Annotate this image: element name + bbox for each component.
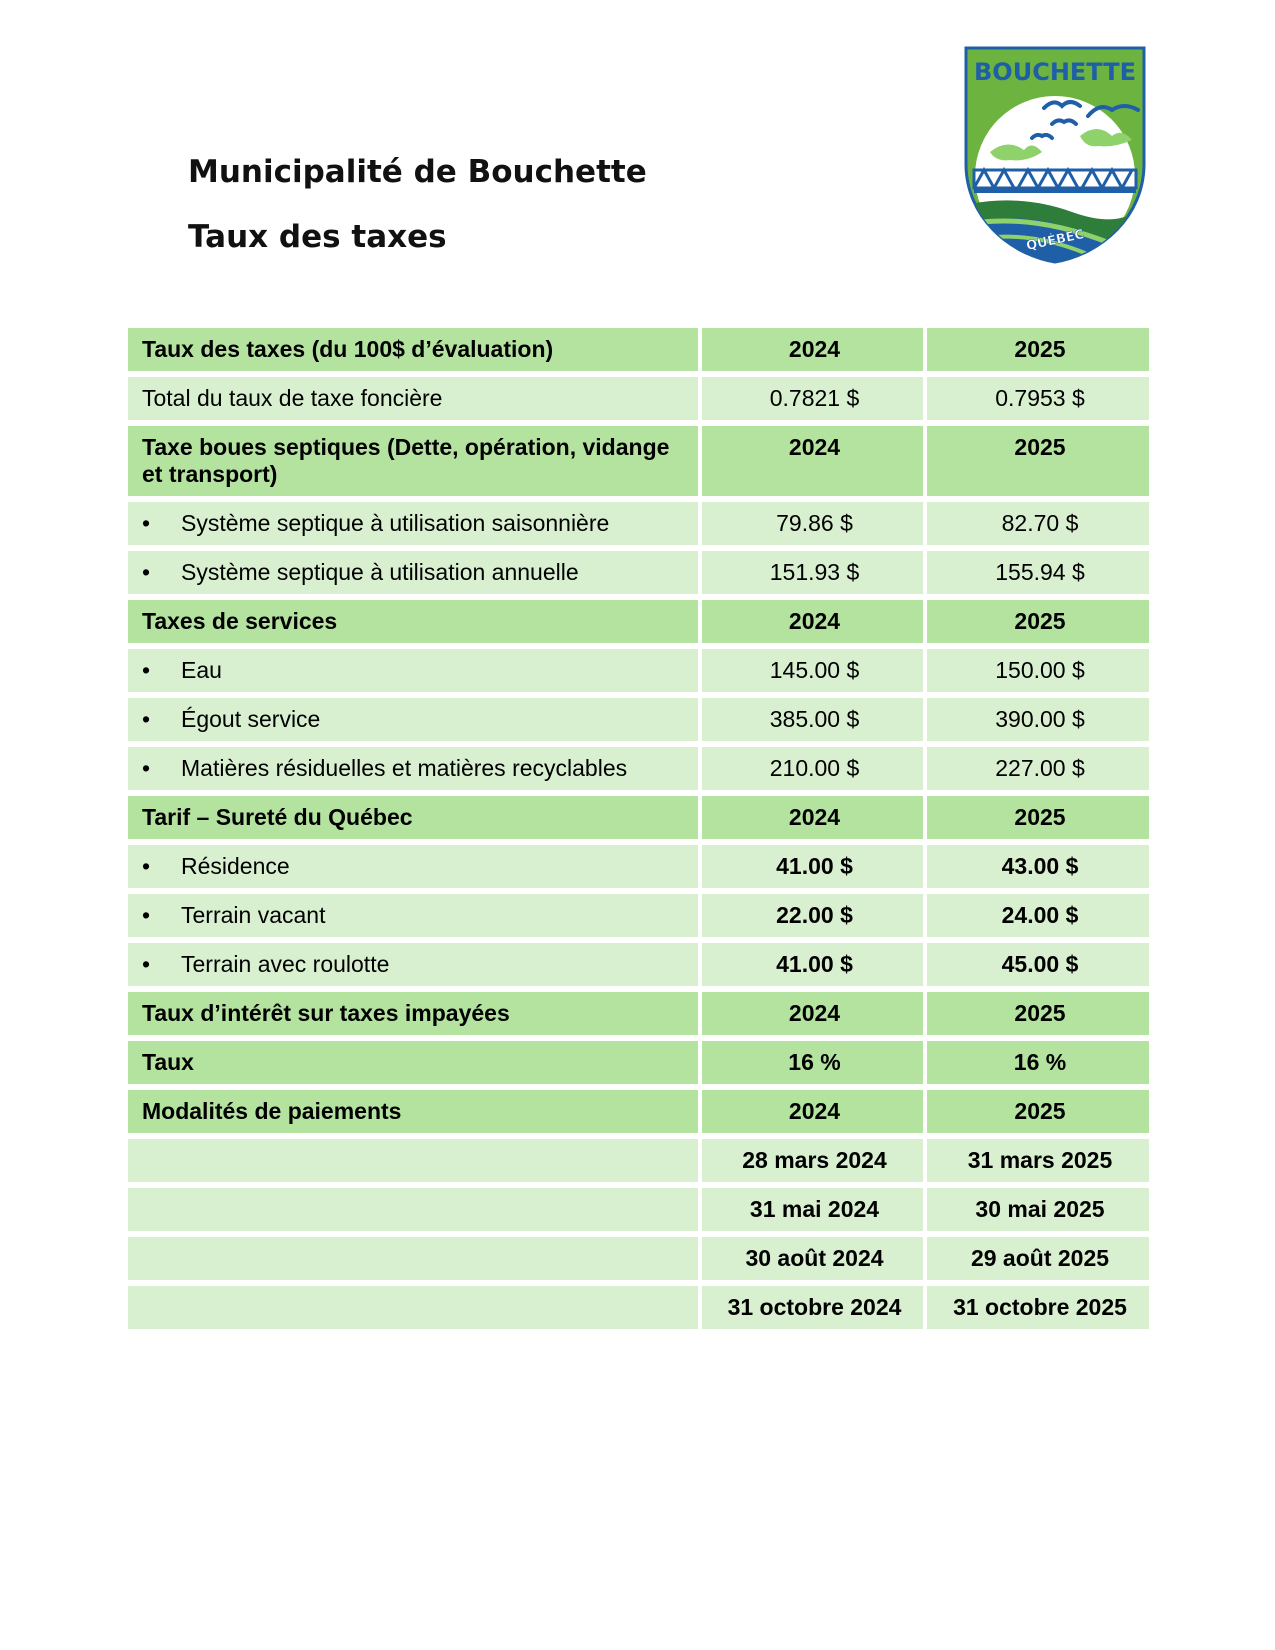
value-2024-cell: 2024 [702, 328, 923, 371]
bullet-icon: • [142, 706, 151, 732]
value-2024-cell: 2024 [702, 600, 923, 643]
value-2024-cell: 2024 [702, 992, 923, 1035]
value-2025-cell: 2025 [927, 600, 1149, 643]
row-label-cell: Taux d’intérêt sur taxes impayées [128, 992, 698, 1035]
table-row [128, 943, 1149, 986]
section-header-row [128, 426, 1149, 496]
row-label: Égout service [181, 706, 321, 732]
table-row [128, 894, 1149, 937]
value-2025-cell: 2025 [927, 328, 1149, 371]
value-2025-cell: 31 octobre 2025 [927, 1286, 1149, 1329]
value-2025-cell: 82.70 $ [927, 502, 1149, 545]
table-row [128, 377, 1149, 420]
row-label: Résidence [181, 853, 290, 879]
value-2024-cell: 31 mai 2024 [702, 1188, 923, 1231]
value-2024-cell: 210.00 $ [702, 747, 923, 790]
bullet-icon: • [142, 853, 151, 879]
document-title: Municipalité de Bouchette [188, 154, 647, 190]
value-2024-cell: 145.00 $ [702, 649, 923, 692]
bullet-item [142, 559, 688, 586]
row-label: Système septique à utilisation saisonnière [181, 510, 610, 536]
value-2024-cell: 2024 [702, 796, 923, 839]
row-label-cell: Taxes de services [128, 600, 698, 643]
value-2025-cell: 43.00 $ [927, 845, 1149, 888]
row-label: Terrain vacant [181, 902, 326, 928]
value-2025-cell: 227.00 $ [927, 747, 1149, 790]
bullet-item [142, 510, 688, 537]
row-label-cell [128, 1286, 698, 1329]
svg-text:QUÉBEC: QUÉBEC [1024, 227, 1086, 255]
value-2024-cell: 2024 [702, 1090, 923, 1133]
value-2024-cell: 41.00 $ [702, 943, 923, 986]
table-row [128, 1188, 1149, 1231]
value-2025-cell: 2025 [927, 992, 1149, 1035]
value-2024-cell: 0.7821 $ [702, 377, 923, 420]
bullet-item [142, 853, 688, 880]
row-label-cell [128, 845, 698, 888]
row-label-cell [128, 1188, 698, 1231]
value-2024-cell: 22.00 $ [702, 894, 923, 937]
value-2024-cell: 30 août 2024 [702, 1237, 923, 1280]
row-label-cell [128, 551, 698, 594]
document-subtitle: Taux des taxes [188, 219, 447, 255]
value-2025-cell: 390.00 $ [927, 698, 1149, 741]
row-label: Système septique à utilisation annuelle [181, 559, 579, 585]
bullet-item [142, 755, 688, 782]
row-label-cell: Taux des taxes (du 100$ d’évaluation) [128, 328, 698, 371]
value-2024-cell: 385.00 $ [702, 698, 923, 741]
table-row [128, 698, 1149, 741]
value-2025-cell: 0.7953 $ [927, 377, 1149, 420]
section-header-row [128, 600, 1149, 643]
row-label-cell [128, 698, 698, 741]
row-label-cell [128, 502, 698, 545]
value-2024-cell: 151.93 $ [702, 551, 923, 594]
bullet-item [142, 951, 688, 978]
row-label: Matières résiduelles et matières recyclables [181, 755, 628, 781]
bullet-item [142, 706, 688, 733]
bouchette-crest-logo [962, 44, 1148, 266]
section-header-row [128, 328, 1149, 371]
value-2025-cell: 29 août 2025 [927, 1237, 1149, 1280]
row-label-cell [128, 649, 698, 692]
section-header-row [128, 992, 1149, 1035]
bullet-icon: • [142, 657, 151, 683]
section-header-row [128, 1041, 1149, 1084]
bullet-icon: • [142, 559, 151, 585]
row-label-cell [128, 894, 698, 937]
value-2024-cell: 28 mars 2024 [702, 1139, 923, 1182]
bullet-item [142, 902, 688, 929]
value-2024-cell: 31 octobre 2024 [702, 1286, 923, 1329]
value-2025-cell: 2025 [927, 796, 1149, 839]
row-label-cell [128, 1139, 698, 1182]
row-label: Terrain avec roulotte [181, 951, 390, 977]
table-row [128, 502, 1149, 545]
bullet-icon: • [142, 951, 151, 977]
row-label: Eau [181, 657, 222, 683]
tax-rates-body [128, 328, 1149, 1329]
value-2025-cell: 24.00 $ [927, 894, 1149, 937]
value-2024-cell: 41.00 $ [702, 845, 923, 888]
row-label-cell: Tarif – Sureté du Québec [128, 796, 698, 839]
value-2025-cell: 30 mai 2025 [927, 1188, 1149, 1231]
table-row [128, 649, 1149, 692]
value-2025-cell: 31 mars 2025 [927, 1139, 1149, 1182]
table-row [128, 1139, 1149, 1182]
table-row [128, 1286, 1149, 1329]
row-label-cell [128, 1237, 698, 1280]
table-row [128, 1237, 1149, 1280]
value-2024-cell: 2024 [702, 426, 923, 496]
row-label-cell: Taxe boues septiques (Dette, opération, vidange et transport) [128, 426, 698, 496]
value-2025-cell: 2025 [927, 426, 1149, 496]
tax-rates-table [124, 322, 1153, 1335]
row-label-cell [128, 747, 698, 790]
section-header-row [128, 1090, 1149, 1133]
value-2024-cell: 79.86 $ [702, 502, 923, 545]
value-2025-cell: 2025 [927, 1090, 1149, 1133]
value-2024-cell: 16 % [702, 1041, 923, 1084]
bullet-icon: • [142, 510, 151, 536]
svg-text:BOUCHETTE: BOUCHETTE [974, 58, 1136, 86]
table-row [128, 747, 1149, 790]
value-2025-cell: 45.00 $ [927, 943, 1149, 986]
row-label-cell: Total du taux de taxe foncière [128, 377, 698, 420]
table-row [128, 551, 1149, 594]
row-label-cell [128, 943, 698, 986]
section-header-row [128, 796, 1149, 839]
bullet-item [142, 657, 688, 684]
value-2025-cell: 155.94 $ [927, 551, 1149, 594]
value-2025-cell: 150.00 $ [927, 649, 1149, 692]
bullet-icon: • [142, 902, 151, 928]
bullet-icon: • [142, 755, 151, 781]
row-label-cell: Taux [128, 1041, 698, 1084]
value-2025-cell: 16 % [927, 1041, 1149, 1084]
row-label-cell: Modalités de paiements [128, 1090, 698, 1133]
table-row [128, 845, 1149, 888]
